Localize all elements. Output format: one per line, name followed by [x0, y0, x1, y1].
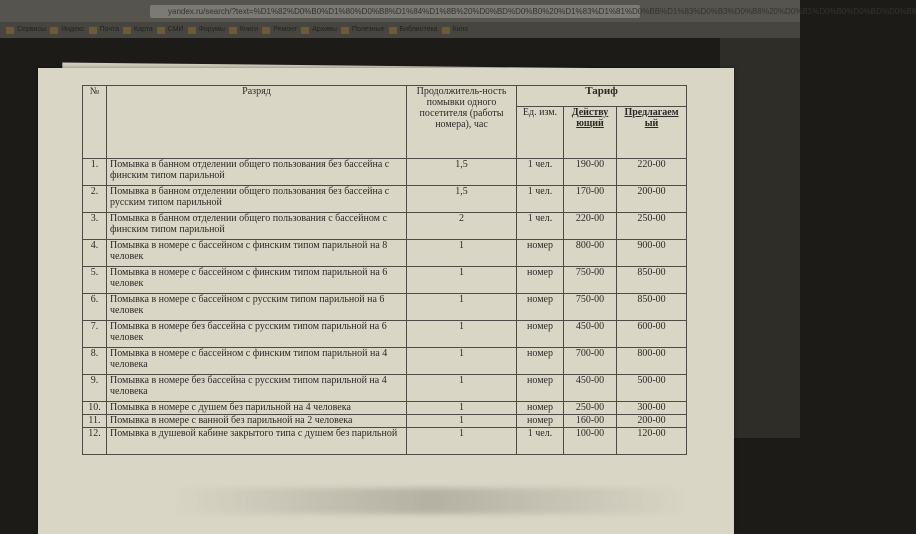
cell-category: Помывка в номере с ванной без парильной на 2 человека [107, 415, 407, 428]
folder-icon [123, 27, 131, 34]
folder-icon [157, 27, 165, 34]
table-row [83, 428, 687, 455]
folder-icon [50, 27, 58, 34]
table-row [83, 159, 687, 186]
cell-num: 11. [83, 415, 107, 428]
cell-duration: 2 [407, 213, 517, 240]
folder-icon [188, 27, 196, 34]
bookmark-label: Форумы [198, 26, 225, 33]
blurred-footer-text [170, 488, 690, 514]
cell-duration: 1 [407, 375, 517, 402]
cell-current: 800-00 [564, 240, 617, 267]
header-tariff: Тариф [517, 86, 687, 107]
cell-unit: номер [517, 402, 564, 415]
bookmark-item[interactable] [6, 22, 46, 38]
cell-current: 190-00 [564, 159, 617, 186]
cell-unit: номер [517, 294, 564, 321]
header-proposed: Предлагаем ый [617, 107, 687, 159]
folder-icon [341, 27, 349, 34]
cell-proposed: 120-00 [617, 428, 687, 455]
folder-icon [442, 27, 450, 34]
tariff-table [82, 85, 687, 455]
table-row [83, 402, 687, 415]
bookmark-label: Карта [134, 26, 153, 33]
bookmark-label: СМИ [167, 26, 184, 33]
bookmark-label: Архивы [312, 26, 337, 33]
bookmark-label: Книги [239, 26, 259, 33]
folder-icon [301, 27, 309, 34]
cell-proposed: 300-00 [617, 402, 687, 415]
table-row [83, 267, 687, 294]
cell-duration: 1 [407, 402, 517, 415]
cell-duration: 1 [407, 348, 517, 375]
table-row [83, 186, 687, 213]
header-category: Разряд [107, 86, 407, 159]
cell-num: 6. [83, 294, 107, 321]
cell-unit: номер [517, 321, 564, 348]
table-row [83, 321, 687, 348]
bookmark-item[interactable] [157, 22, 184, 38]
cell-current: 250-00 [564, 402, 617, 415]
bookmark-label: Ремонт [273, 26, 298, 33]
bookmark-item[interactable] [262, 22, 297, 38]
cell-proposed: 200-00 [617, 415, 687, 428]
cell-proposed: 200-00 [617, 186, 687, 213]
cell-current: 700-00 [564, 348, 617, 375]
cell-num: 5. [83, 267, 107, 294]
cell-category: Помывка в банном отделении общего пользования без бассейна с русским типом парильной [107, 186, 407, 213]
cell-category: Помывка в душевой кабине закрытого типа с душем без парильной [107, 428, 407, 455]
cell-num: 9. [83, 375, 107, 402]
table-row [83, 294, 687, 321]
cell-num: 8. [83, 348, 107, 375]
folder-icon [389, 27, 397, 34]
cell-current: 170-00 [564, 186, 617, 213]
cell-num: 1. [83, 159, 107, 186]
cell-current: 750-00 [564, 267, 617, 294]
address-bar[interactable]: yandex.ru/search/?text=%D1%82%D0%B0%D1%80%D0%B8%D1%84%D1%8B%20%D0%BD%D0%B0%20%D1%83%D1%81%D0%BB%D1%83%D0%B3%D0%B8%20%D0%B1%D0%B0%D0%BD%D0%B8 [150, 5, 640, 18]
cell-unit: 1 чел. [517, 213, 564, 240]
cell-proposed: 500-00 [617, 375, 687, 402]
cell-category: Помывка в номере с бассейном с финским типом парильной на 8 человек [107, 240, 407, 267]
bookmark-item[interactable] [188, 22, 225, 38]
bookmark-label: Полезные [351, 26, 385, 33]
browser-toolbar [0, 0, 916, 22]
table-row [83, 240, 687, 267]
cell-unit: 1 чел. [517, 159, 564, 186]
header-unit: Ед. изм. [517, 107, 564, 159]
cell-duration: 1,5 [407, 159, 517, 186]
bookmark-item[interactable] [229, 22, 258, 38]
cell-duration: 1 [407, 428, 517, 455]
cell-duration: 1 [407, 321, 517, 348]
cell-current: 450-00 [564, 321, 617, 348]
cell-unit: 1 чел. [517, 186, 564, 213]
cell-duration: 1 [407, 294, 517, 321]
bookmark-item[interactable] [442, 22, 469, 38]
cell-unit: номер [517, 267, 564, 294]
bookmark-item[interactable] [89, 22, 119, 38]
cell-unit: номер [517, 348, 564, 375]
folder-icon [262, 27, 270, 34]
folder-icon [229, 27, 237, 34]
bookmark-label: Кино [452, 26, 469, 33]
cell-category: Помывка в номере без бассейна с русским типом парильной на 4 человека [107, 375, 407, 402]
table-row [83, 213, 687, 240]
cell-current: 220-00 [564, 213, 617, 240]
cell-unit: номер [517, 375, 564, 402]
cell-duration: 1 [407, 267, 517, 294]
cell-proposed: 600-00 [617, 321, 687, 348]
bookmark-item[interactable] [301, 22, 337, 38]
cell-proposed: 220-00 [617, 159, 687, 186]
table-row [83, 375, 687, 402]
cell-duration: 1,5 [407, 186, 517, 213]
header-num: № [83, 86, 107, 159]
bookmark-item[interactable] [50, 22, 85, 38]
bookmark-label: Яндекс [61, 26, 85, 33]
bookmark-label: Библиотека [399, 26, 438, 33]
table-row [83, 415, 687, 428]
cell-num: 3. [83, 213, 107, 240]
cell-category: Помывка в банном отделении общего пользования с бассейном с финским типом парильной [107, 213, 407, 240]
cell-category: Помывка в номере с душем без парильной на 4 человека [107, 402, 407, 415]
bookmarks-bar [0, 22, 800, 38]
cell-proposed: 900-00 [617, 240, 687, 267]
cell-num: 4. [83, 240, 107, 267]
cell-duration: 1 [407, 240, 517, 267]
cell-num: 2. [83, 186, 107, 213]
bookmark-label: Почта [99, 26, 120, 33]
bookmark-item[interactable] [123, 22, 153, 38]
bookmark-item[interactable] [341, 22, 385, 38]
cell-category: Помывка в номере с бассейном с финским типом парильной на 6 человек [107, 267, 407, 294]
cell-num: 7. [83, 321, 107, 348]
cell-num: 10. [83, 402, 107, 415]
cell-unit: 1 чел. [517, 428, 564, 455]
bookmark-item[interactable] [389, 22, 438, 38]
table-row [83, 348, 687, 375]
cell-proposed: 250-00 [617, 213, 687, 240]
cell-duration: 1 [407, 415, 517, 428]
bookmark-label: Сервисы [17, 26, 47, 33]
cell-current: 100-00 [564, 428, 617, 455]
header-duration: Продолжитель-ность помывки одного посетителя (работы номера), час [407, 86, 517, 159]
cell-category: Помывка в номере с бассейном с финским типом парильной на 4 человека [107, 348, 407, 375]
cell-proposed: 850-00 [617, 294, 687, 321]
cell-proposed: 800-00 [617, 348, 687, 375]
cell-current: 160-00 [564, 415, 617, 428]
cell-category: Помывка в номере без бассейна с русским типом парильной на 6 человек [107, 321, 407, 348]
cell-category: Помывка в банном отделении общего пользования без бассейна с финским типом парильной [107, 159, 407, 186]
cell-current: 450-00 [564, 375, 617, 402]
folder-icon [89, 27, 97, 34]
header-current: Действу ющий [564, 107, 617, 159]
cell-unit: номер [517, 415, 564, 428]
cell-category: Помывка в номере с бассейном с русским типом парильной на 6 человек [107, 294, 407, 321]
cell-current: 750-00 [564, 294, 617, 321]
folder-icon [6, 27, 14, 34]
cell-proposed: 850-00 [617, 267, 687, 294]
cell-unit: номер [517, 240, 564, 267]
cell-num: 12. [83, 428, 107, 455]
